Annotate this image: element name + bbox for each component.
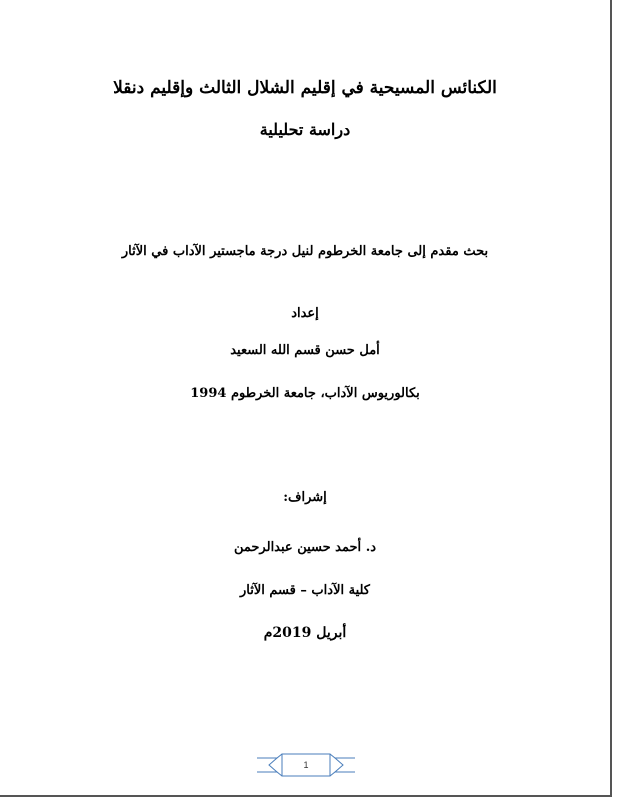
ribbon-left-tail <box>257 758 277 772</box>
supervision-label: إشراف: <box>283 490 327 505</box>
submission-date: أبريل 2019م <box>263 625 347 641</box>
ribbon-right-tail <box>335 758 355 772</box>
author-degree: بكالوريوس الآداب، جامعة الخرطوم 1994 <box>190 386 420 401</box>
thesis-subtitle: بحث مقدم إلى جامعة الخرطوم لنيل درجة ماجستير الآداب في الآثار <box>121 244 489 259</box>
page-number: 1 <box>303 760 309 770</box>
thesis-title-line2: دراسة تحليلية <box>259 120 351 139</box>
author-name: أمل حسن قسم الله السعيد <box>230 343 380 358</box>
prepared-by-label: إعداد <box>291 306 319 321</box>
supervisor-name: د. أحمد حسين عبدالرحمن <box>233 540 377 555</box>
thesis-title-line1: الكنائس المسيحية في إقليم الشلال الثالث وإقليم دنقلا <box>113 78 497 98</box>
department: كلية الآداب – قسم الآثار <box>240 583 370 598</box>
